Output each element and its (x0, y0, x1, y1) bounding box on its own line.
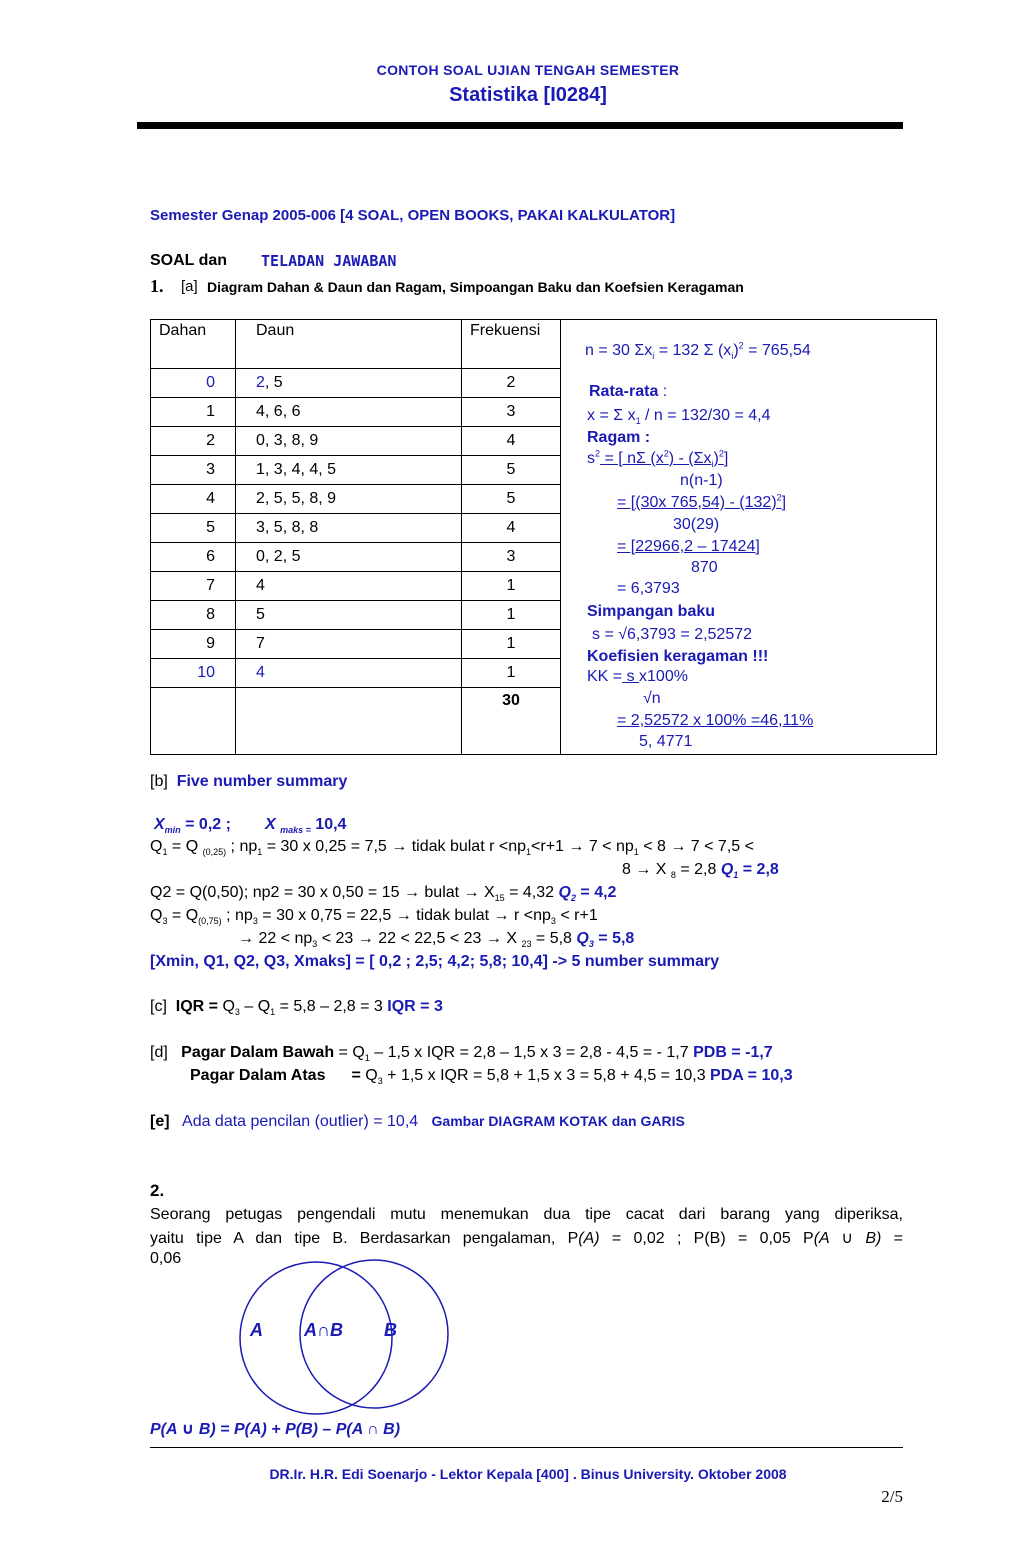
ragam-step2-denominator: 30(29) (673, 516, 720, 533)
daun-cell: 7 (236, 630, 462, 659)
dahan-cell: 6 (151, 543, 236, 572)
ragam-result: = 6,3793 (617, 580, 680, 597)
xmin-xmax-line: $X_{min} = 0,2$ ; X $_{maks =}$ 10,4 (154, 816, 347, 836)
footer-rule (150, 1447, 903, 1448)
ragam-denominator: n(n-1) (680, 472, 723, 489)
kk-result: = 2,52572 x 100% =46,11% (617, 712, 814, 729)
part-c-iqr: [c] IQR = $Q_3 - Q_1 = 5,8 - 2,8 = 3$ IQR = 3 (150, 998, 443, 1018)
daun-cell: 4 (236, 572, 462, 601)
question-2-number: 2. (150, 1181, 165, 1200)
simpangan-baku-formula: s = √6,3793 = 2,52572 (592, 626, 753, 643)
semester-line: Semester Genap 2005-006 [4 SOAL, OPEN BOOKS, PAKAI KALKULATOR] (150, 207, 676, 224)
q1-calculation: $Q_1 = Q$ $_{(0,25)}$ ; $np_1 = 30$ x 0,25 = 7,5 → tidak bulat $r <np_1<r+1 \to 7 < np_1 < 8 \to 7 < 7,5$ < (150, 838, 754, 858)
n-summary: n = 30 $\Sigma x_i = 132$ Σ $(x_i)^2 = 765,54$ (585, 340, 811, 362)
venn-diagram (230, 1258, 460, 1426)
dahan-cell: 2 (151, 427, 236, 456)
question-2-line2: yaitu tipe A dan tipe B. Berdasarkan pengalaman, P(A) = 0,02 ; P(B) = 0,05 P(A ∪ B) = (150, 1230, 904, 1247)
q1-calculation-cont: 8 → X $_8$ = 2,8 $Q_1 = 2,8$ (622, 861, 779, 881)
kk-formula: KK = s x100% (587, 668, 688, 685)
five-number-summary: [Xmin, Q1, Q2, Q3, Xmaks] = [ 0,2 ; 2,5; 4,2; 5,8; 10,4] -> 5 number summary (150, 953, 720, 970)
freq-cell: 1 (462, 659, 561, 688)
daun-cell: 0, 3, 8, 9 (236, 427, 462, 456)
freq-cell: 1 (462, 630, 561, 659)
freq-cell: 2 (462, 369, 561, 398)
question-1-number: 1. (150, 276, 164, 296)
part-d-pdb: [d] Pagar Dalam Bawah = $Q_1 - 1,5$ x IQR = 2,8 – 1,5 x 3 = 2,8 - 4,5 = - 1,7 PDB = -1,7 (150, 1044, 773, 1064)
dahan-cell: 9 (151, 630, 236, 659)
footer-text: DR.Ir. H.R. Edi Soenarjo - Lektor Kepala [400] . Binus University. Oktober 2008 (269, 1466, 787, 1482)
venn-label-b: B (384, 1320, 397, 1340)
dahan-cell: 4 (151, 485, 236, 514)
q2-calculation: Q2 = Q(0,50); np2 = 30 x 0,50 = 15 → bulat → $X_{15} = 4,32$ $Q_2 = 4,2$ (150, 884, 617, 904)
empty-cell (236, 688, 462, 755)
freq-cell: 4 (462, 514, 561, 543)
daun-cell: 0, 2, 5 (236, 543, 462, 572)
table-header-row (151, 320, 937, 369)
dahan-cell: 1 (151, 398, 236, 427)
simpangan-baku-title: Simpangan baku (587, 603, 716, 620)
kk-result-denominator: 5, 4771 (639, 733, 693, 750)
venn-label-a: A (250, 1320, 263, 1340)
part-b-heading: [b] Five number summary (150, 773, 348, 790)
ragam-step3-denominator: 870 (691, 559, 718, 576)
part-e-outlier: [e] Ada data pencilan (outlier) = 10,4 Gambar DIAGRAM KOTAK dan GARIS (150, 1113, 685, 1130)
doc-header-line1: CONTOH SOAL UJIAN TENGAH SEMESTER (376, 62, 680, 78)
koefisien-keragaman-title: Koefisien keragaman !!! (587, 648, 769, 665)
q3-calculation-cont: → $22 < np_3 < 23 \to 22 < 22,5 < 23 \to X$ $_{23}$ = 5,8 $Q_3 = 5,8$ (238, 930, 635, 950)
dahan-cell: 5 (151, 514, 236, 543)
freq-cell: 1 (462, 572, 561, 601)
ragam-title: Ragam : (587, 429, 651, 446)
daun-cell: 4 (236, 659, 462, 688)
header-rule (137, 122, 903, 129)
stem-leaf-table (150, 319, 937, 755)
freq-cell: 3 (462, 543, 561, 572)
part-a-label: [a] (181, 278, 198, 295)
freq-cell: 5 (462, 456, 561, 485)
kk-denominator: √n (643, 690, 661, 707)
soal-label: SOAL dan (150, 252, 228, 269)
daun-cell: 5 (236, 601, 462, 630)
ragam-step3: = [22966,2 – 17424] (617, 538, 760, 555)
calculation-panel (561, 320, 937, 755)
dahan-cell: 10 (151, 659, 236, 688)
venn-label-intersection: A∩B (304, 1320, 343, 1340)
teladan-label: TELADAN JAWABAN (261, 252, 397, 270)
freq-cell: 1 (462, 601, 561, 630)
addition-rule-formula: P(A ∪ B) = P(A) + P(B) – P(A ∩ B) (150, 1421, 401, 1438)
rata-rata-formula: x = Σ $x_1 / n = 132/30 = 4,4$ (587, 407, 771, 427)
doc-title: Statistika [I0284] (449, 84, 607, 106)
freq-cell: 4 (462, 427, 561, 456)
header-daun: Daun (236, 320, 462, 369)
daun-cell: 3, 5, 8, 8 (236, 514, 462, 543)
ragam-formula: $s^2$ = [ nΣ $(x^2) - (\Sigma x_i)^2$] (587, 448, 729, 470)
question-2-line1: Seorang petugas pengendali mutu menemukan dua tipe cacat dari barang yang diperiksa, (150, 1206, 903, 1223)
daun-cell: 4, 6, 6 (236, 398, 462, 427)
question-2-line3: 0,06 (150, 1250, 182, 1267)
empty-cell (151, 688, 236, 755)
dahan-cell: 3 (151, 456, 236, 485)
freq-cell: 3 (462, 398, 561, 427)
ragam-step2: = [(30x $765,54) - (132)^2$] (617, 492, 787, 511)
daun-cell: 2, 5 (236, 369, 462, 398)
header-frekuensi: Frekuensi (462, 320, 561, 369)
dahan-cell: 0 (151, 369, 236, 398)
part-d-pda: Pagar Dalam Atas = $Q_3 + 1,5$ x IQR = 5,8 + 1,5 x 3 = 5,8 + 4,5 = 10,3 PDA = 10,3 (190, 1067, 793, 1087)
dahan-cell: 7 (151, 572, 236, 601)
rata-rata-title: Rata-rata : (589, 383, 668, 400)
header-dahan: Dahan (151, 320, 236, 369)
q3-calculation: $Q_3 = Q_{(0,75)}$ ; $np_3 = 30$ x 0,75 = 22,5 → tidak bulat → $r <np_3 < r+1$ (150, 907, 598, 927)
page-number: 2/5 (881, 1487, 903, 1506)
daun-cell: 2, 5, 5, 8, 9 (236, 485, 462, 514)
freq-cell: 5 (462, 485, 561, 514)
daun-cell: 1, 3, 4, 4, 5 (236, 456, 462, 485)
freq-total: 30 (462, 688, 561, 755)
dahan-cell: 8 (151, 601, 236, 630)
part-a-title: Diagram Dahan & Daun dan Ragam, Simpoangan Baku dan Koefsien Keragaman (207, 279, 744, 295)
